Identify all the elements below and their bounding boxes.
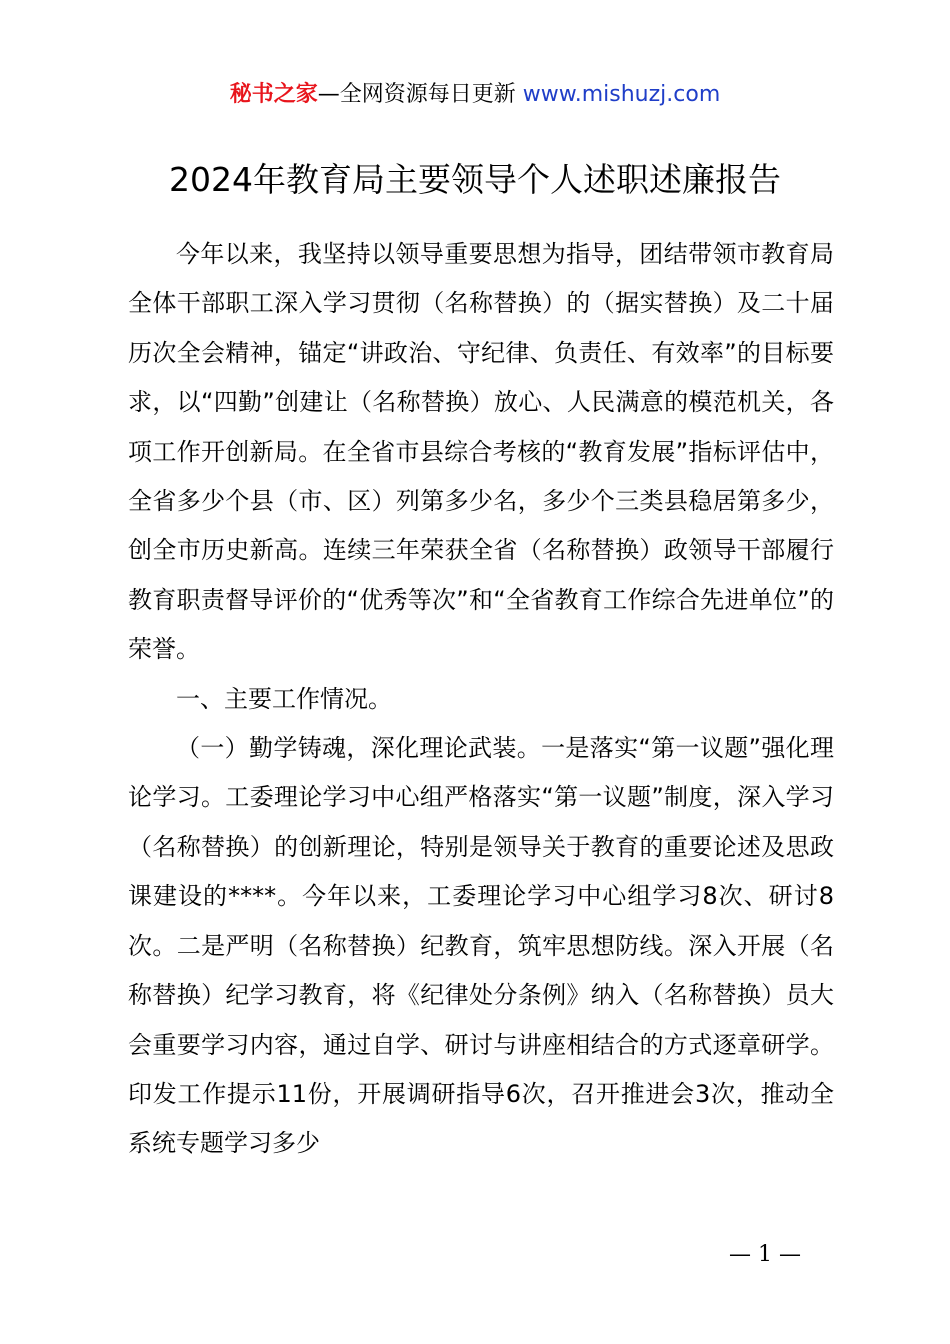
banner-tagline: —全网资源每日更新 [317, 82, 523, 107]
paragraph-section-1: （一）勤学铸魂，深化理论武装。一是落实“第一议题”强化理论学习。工委理论学习中心组严格落实“第一议题”制度，深入学习（名称替换）的创新理论，特别是领导关于教育的重要论述及思政课建设的****。今年以来，工委理论学习中心组学习8次、研讨8次。二是严明（名称替换）纪教育，筑牢思想防线。深入开展（名称替换）纪学习教育，将《纪律处分条例》纳入（名称替换）员大会重要学习内容，通过自学、研讨与讲座相结合的方式逐章研学。印发工作提示11份，开展调研指导6次，召开推进会3次，推动全系统专题学习多少 [128, 734, 834, 1158]
page-number: — 1 — [729, 1242, 801, 1267]
site-banner [0, 78, 950, 112]
document-body [128, 230, 834, 1169]
section-heading: 一、主要工作情况。 [176, 684, 392, 713]
document-title: 2024年教育局主要领导个人述职述廉报告 [169, 160, 781, 199]
site-url: www.mishuzj.com [522, 82, 721, 107]
brand-name: 秘书之家 [229, 82, 318, 107]
paragraph-intro: 今年以来，我坚持以领导重要思想为指导，团结带领市教育局全体干部职工深入学习贯彻（名称替换）的（据实替换）及二十届历次全会精神，锚定“讲政治、守纪律、负责任、有效率”的目标要求，以“四勤”创建让（名称替换）放心、人民满意的模范机关，各项工作开创新局。在全省市县综合考核的“教育发展”指标评估中，全省多少个县（市、区）列第多少名，多少个三类县稳居第多少，创全市历史新高。连续三年荣获全省（名称替换）政领导干部履行教育职责督导评价的“优秀等次”和“全省教育工作综合先进单位”的荣誉。 [128, 240, 834, 664]
